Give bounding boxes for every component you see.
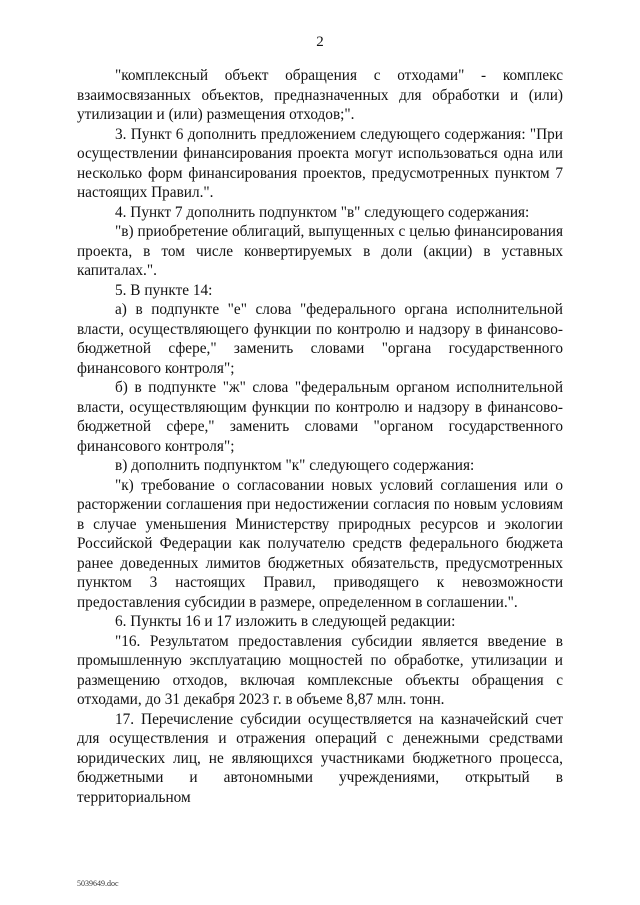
- paragraph: б) в подпункте "ж" слова "федеральным органом исполнительной власти, осуществляющим функции по контролю и надзору в финансово-бюджетной сфере," заменить словами "органом государственного финансового контроля";: [77, 379, 563, 455]
- page-number: 2: [316, 34, 324, 50]
- paragraph: 3. Пункт 6 дополнить предложением следующего содержания: "При осуществлении финансирования проекта могут использоваться одна или несколько форм финансирования проектов, предусмотренных пунктом 7 настоящих Правил.".: [77, 125, 563, 201]
- paragraph: 4. Пункт 7 дополнить подпунктом "в" следующего содержания:: [115, 203, 530, 221]
- paragraph: 6. Пункты 16 и 17 изложить в следующей редакции:: [115, 613, 456, 630]
- paragraph: 17. Перечисление субсидии осуществляется на казначейский счет для осуществления и отражения операций с денежными средствами юридических лиц, не являющихся участниками бюджетного процесса, бюджетными и автономными учреждениями, открытый в территориальном: [77, 710, 563, 806]
- paragraph: в) дополнить подпунктом "к" следующего содержания:: [115, 457, 475, 474]
- paragraph: а) в подпункте "е" слова "федерального органа исполнительной власти, осуществляющего функции по контролю и надзору в финансово-бюджетной сфере," заменить словами "органа государственного финансового контроля";: [77, 301, 563, 377]
- paragraph: "комплексный объект обращения с отходами" - комплекс взаимосвязанных объектов, предназначенных для обработки и (или) утилизации и (или) размещения отходов;".: [77, 67, 563, 123]
- paragraph: "к) требование о согласовании новых условий соглашения или о расторжении соглашения при недостижении согласия по новым условиям в случае уменьшения Министерству природных ресурсов и экологии Российской Федерации как получателю средств федерального бюджета ранее доведенных лимитов бюджетных обязательств, предусмотренных пунктом 3 настоящих Правил, приводящего к невозможности предоставления субсидии в размере, определенном в соглашении.".: [77, 476, 563, 611]
- document-filename: 5039649.doc: [77, 879, 119, 888]
- paragraph: "16. Результатом предоставления субсидии является введение в промышленную эксплуатацию мощностей по обработке, утилизации и размещению отходов, включая комплексные объекты обращения с отходами, до 31 декабря 2023 г. в объеме 8,87 млн. тонн.: [77, 632, 563, 708]
- paragraph: 5. В пункте 14:: [115, 281, 213, 299]
- document-body: [77, 66, 563, 807]
- paragraph: "в) приобретение облигаций, выпущенных с целью финансирования проекта, в том числе конвертируемых в доли (акции) в уставных капиталах.".: [77, 223, 563, 279]
